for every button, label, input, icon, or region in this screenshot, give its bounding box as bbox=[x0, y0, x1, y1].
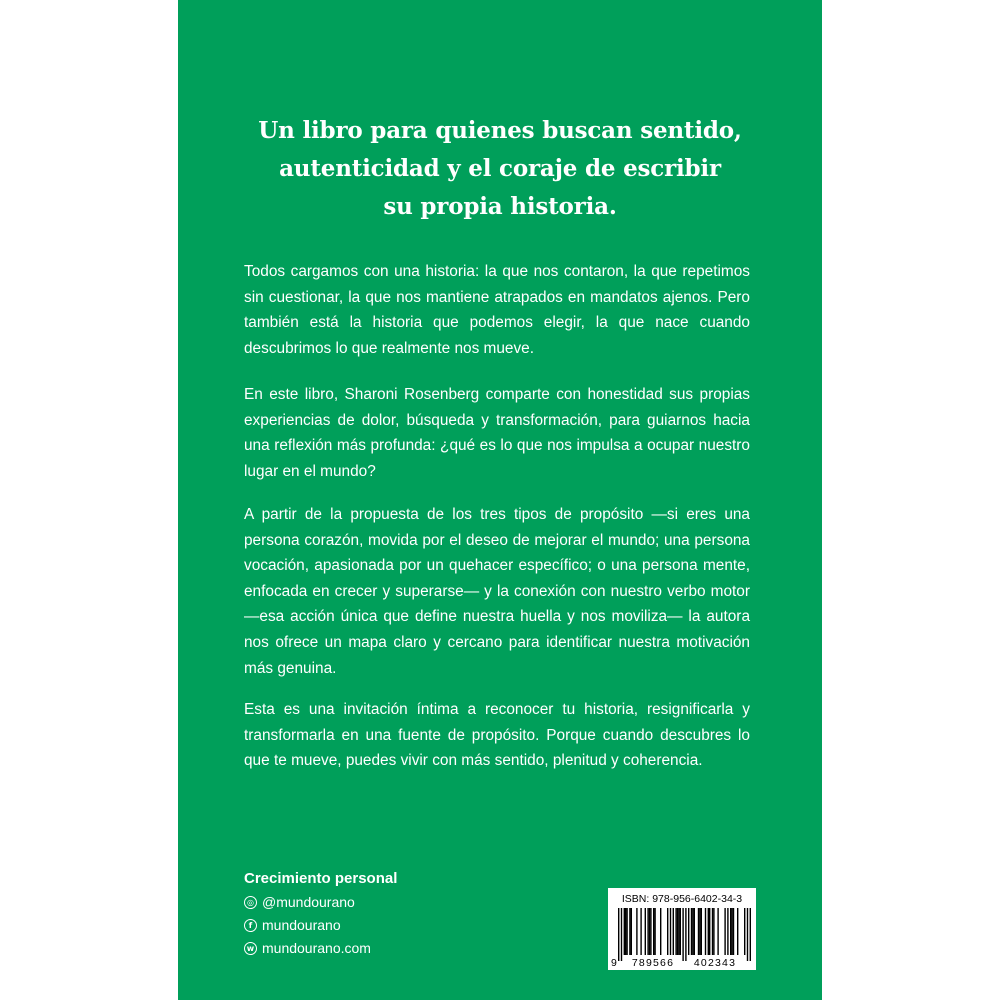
barcode-bar bbox=[737, 908, 738, 955]
barcode-bar bbox=[647, 908, 648, 955]
barcode-bar bbox=[730, 908, 731, 955]
barcode-bar bbox=[667, 908, 668, 955]
tagline-line: Un libro para quienes buscan sentido, bbox=[258, 117, 742, 144]
synopsis-paragraph-2: En este libro, Sharoni Rosenberg comparte con honestidad sus propias experiencias de dolor, búsqueda y transformación, para guiarnos hacia una reflexión más profunda: ¿qué es lo que nos impulsa a ocupar nuestro lugar en el mundo? bbox=[244, 386, 750, 480]
social-handle: @mundourano bbox=[262, 894, 355, 910]
barcode-bar bbox=[694, 908, 695, 955]
barcode-first-digit: 9 bbox=[611, 957, 617, 969]
barcode-bar bbox=[685, 908, 686, 961]
barcode-bar bbox=[675, 908, 676, 955]
barcode-bar bbox=[677, 908, 678, 955]
book-back-cover bbox=[178, 0, 822, 1000]
barcode-bar bbox=[724, 908, 725, 955]
instagram-icon: ◎ bbox=[244, 896, 257, 909]
social-handle: mundourano bbox=[262, 917, 341, 933]
synopsis-paragraph-1: Todos cargamos con una historia: la que nos contaron, la que repetimos sin cuestionar, la que nos mantiene atrapados en mandatos ajenos. Pero también está la historia que podemos elegir, la que nace cuando descubrimos lo que realmente nos mueve. bbox=[244, 263, 750, 357]
barcode-bar bbox=[618, 908, 619, 961]
barcode-bar bbox=[698, 908, 699, 955]
barcode-box bbox=[608, 888, 756, 970]
barcode-bar bbox=[631, 908, 632, 955]
tagline-line: su propia historia. bbox=[383, 193, 617, 220]
category-label: Crecimiento personal bbox=[244, 870, 398, 887]
barcode-bar bbox=[670, 908, 671, 955]
barcode-icon bbox=[608, 888, 756, 970]
barcode-bar bbox=[708, 908, 709, 955]
barcode-bar bbox=[712, 908, 713, 955]
barcode-bar bbox=[731, 908, 732, 955]
barcode-bar bbox=[621, 908, 622, 961]
tagline bbox=[178, 112, 822, 226]
barcode-bar bbox=[747, 908, 748, 961]
barcode-bar bbox=[688, 908, 689, 955]
barcode-bar bbox=[699, 908, 700, 955]
barcode-bar bbox=[624, 908, 625, 955]
barcode-bar bbox=[692, 908, 693, 955]
synopsis-paragraph-3: A partir de la propuesta de los tres tipos de propósito —si eres una persona corazón, movida por el deseo de mejorar el mundo; una persona vocación, apasionada por un quehacer específico; o una persona mente, enfocada en crecer y superarse— y la conexión con nuestro verbo motor —esa acción única que define nuestra huella y nos moviliza— la autora nos ofrece un mapa claro y cercano para identificar nuestra motivación más genuina. bbox=[244, 506, 750, 677]
barcode-bar bbox=[744, 908, 745, 955]
barcode-bar bbox=[626, 908, 627, 955]
barcode-right-digits: 402343 bbox=[693, 957, 737, 969]
barcode-bar bbox=[654, 908, 655, 955]
barcode-bar bbox=[649, 908, 650, 955]
barcode-bar bbox=[717, 908, 718, 955]
barcode-bar bbox=[678, 908, 679, 955]
social-website bbox=[244, 940, 371, 956]
tagline-line: autenticidad y el coraje de escribir bbox=[279, 155, 721, 182]
barcode-bar bbox=[645, 908, 646, 955]
barcode-bar bbox=[640, 908, 641, 955]
isbn-label: ISBN: 978-956-6402-34-3 bbox=[621, 893, 743, 905]
synopsis-paragraph-4: Esta es una invitación íntima a reconocer tu historia, resignificarla y transformarla en una fuente de propósito. Porque cuando descubres lo que te mueve, puedes vivir con más sentido, plenitud y coherencia. bbox=[244, 701, 750, 770]
web-icon: w bbox=[244, 942, 257, 955]
barcode-bar bbox=[691, 908, 692, 955]
barcode-bar bbox=[653, 908, 654, 955]
barcode-bar bbox=[733, 908, 734, 955]
barcode-bar bbox=[750, 908, 751, 961]
barcode-bar bbox=[701, 908, 702, 955]
social-facebook bbox=[244, 917, 341, 933]
barcode-left-digits: 789566 bbox=[631, 957, 675, 969]
barcode-bar bbox=[660, 908, 661, 955]
social-instagram bbox=[244, 894, 355, 910]
barcode-bar bbox=[636, 908, 637, 955]
website-url: mundourano.com bbox=[262, 940, 371, 956]
barcode-bar bbox=[650, 908, 651, 955]
barcode-bar bbox=[625, 908, 626, 955]
barcode-bar bbox=[680, 908, 681, 955]
barcode-bar bbox=[709, 908, 710, 955]
facebook-icon: f bbox=[244, 919, 257, 932]
barcode-bar bbox=[673, 908, 674, 955]
barcode-bar bbox=[713, 908, 714, 955]
barcode-bar bbox=[682, 908, 683, 961]
barcode-bar bbox=[727, 908, 728, 955]
barcode-bar bbox=[705, 908, 706, 955]
barcode-bar bbox=[629, 908, 630, 955]
